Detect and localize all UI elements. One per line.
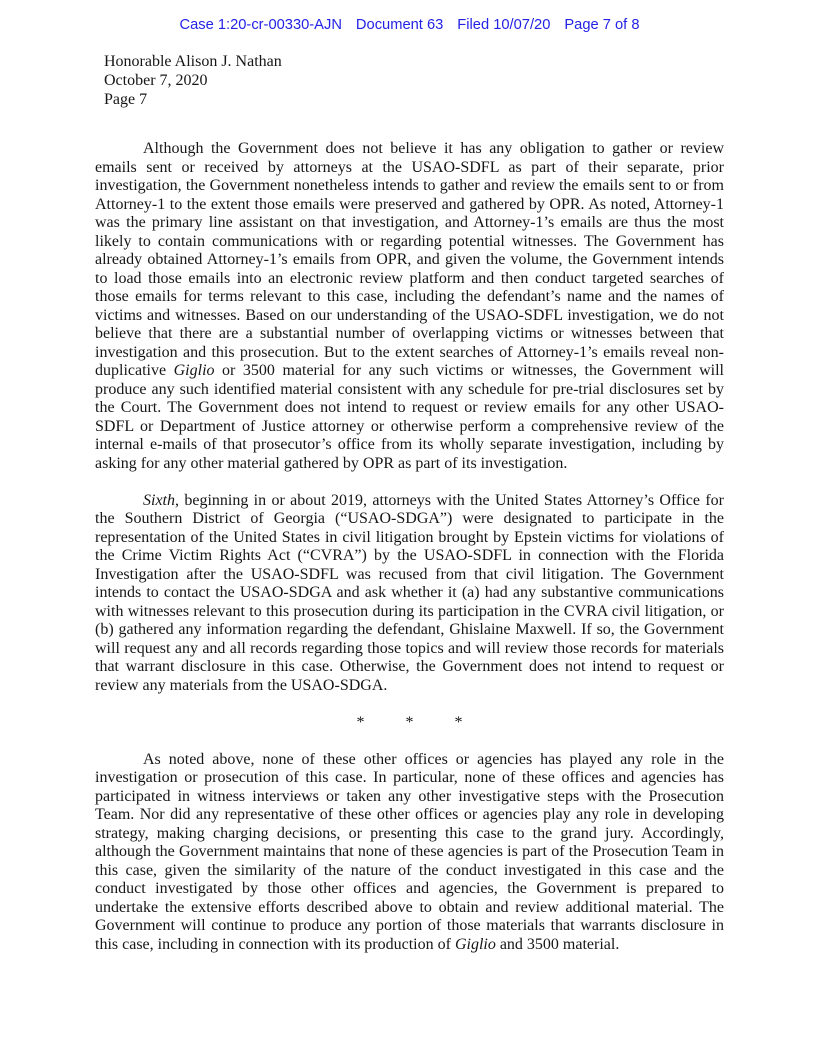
stamp-page-number: Page 7 of 8 [564,17,640,33]
paragraph-emails-review: Although the Government does not believe it has any obligation to gather or review emails sent or received by attorneys at the USAO-SDFL as part of their separate, prior investigation, the Government nonetheless intends to gather and review the emails sent to or from Attorney-1 to the extent those emails were preserved and gathered by OPR. As noted, Attorney-1 was the primary line assistant on that investigation, and Attorney-1’s emails are thus the most likely to contain communications with or regarding potential witnesses. The Government has already obtained Attorney-1’s emails from OPR, and given the volume, the Government intends to load those emails into an electronic review platform and then conduct targeted searches of those emails for terms relevant to this case, including the defendant’s name and the names of victims and witnesses. Based on our understanding of the USAO-SDFL investigation, we do not believe that there are a substantial number of overlapping victims or witnesses between that investigation and this prosecution. But to the extent searches of Attorney-1’s emails reveal non-duplicative Giglio or 3500 material for any such victims or witnesses, the Government will produce any such identified material consistent with any schedule for pre-trial disclosures set by the Court. The Government does not intend to request or review emails for any other USAO-SDFL or Department of Justice attorney or otherwise perform a comprehensive review of the internal e-mails of that prosecutor’s office from its wholly separate investigation, including by asking for any other material gathered by OPR as part of its investigation. [95,140,724,472]
address-line-page: Page 7 [104,91,148,108]
stamp-case-number: Case 1:20-cr-00330-AJN [179,17,342,33]
address-block [104,52,724,109]
letter-body [95,140,724,954]
section-separator [95,714,724,733]
asterisk: * [356,713,365,731]
asterisk: * [405,713,414,731]
paragraph-sixth-usao-sdga: Sixth, beginning in or about 2019, attorneys with the United States Attorney’s Office for the Southern District of Georgia (“USAO-SDGA”) were designated to participate in the representation of the United States in civil litigation brought by Epstein victims for violations of the Crime Victim Rights Act (“CVRA”) by the USAO-SDFL in connection with the Florida Investigation after the USAO-SDFL was recused from that civil litigation. The Government intends to contact the USAO-SDGA and ask whether it (a) had any substantive communications with witnesses relevant to this prosecution during its participation in the CVRA civil litigation, or (b) gathered any information regarding the defendant, Ghislaine Maxwell. If so, the Government will request any and all records regarding those topics and will review those records for materials that warrant disclosure in this case. Otherwise, the Government does not intend to request or review any materials from the USAO-SDGA. [95,491,724,694]
address-line-date: October 7, 2020 [104,72,208,89]
paragraph-conclusion: As noted above, none of these other offices or agencies has played any role in the investigation or prosecution of this case. In particular, none of these offices and agencies has participated in witness interviews or taken any other investigative steps with the Prosecution Team. Nor did any representative of these other offices or agencies play any role in developing strategy, making charging decisions, or presenting this case to the grand jury. Accordingly, although the Government maintains that none of these agencies is part of the Prosecution Team in this case, given the similarity of the nature of the conduct investigated in this case and the conduct investigated by those other offices and agencies, the Government is prepared to undertake the extensive efforts described above to obtain and review additional material. The Government will continue to produce any portion of those materials that warrants disclosure in this case, including in connection with its production of Giglio and 3500 material. [95,750,724,953]
address-line-recipient: Honorable Alison J. Nathan [104,53,282,70]
court-filing-stamp [95,17,724,33]
asterisk: * [454,713,463,731]
stamp-filed-date: Filed 10/07/20 [457,17,551,33]
stamp-document-number: Document 63 [355,17,444,33]
